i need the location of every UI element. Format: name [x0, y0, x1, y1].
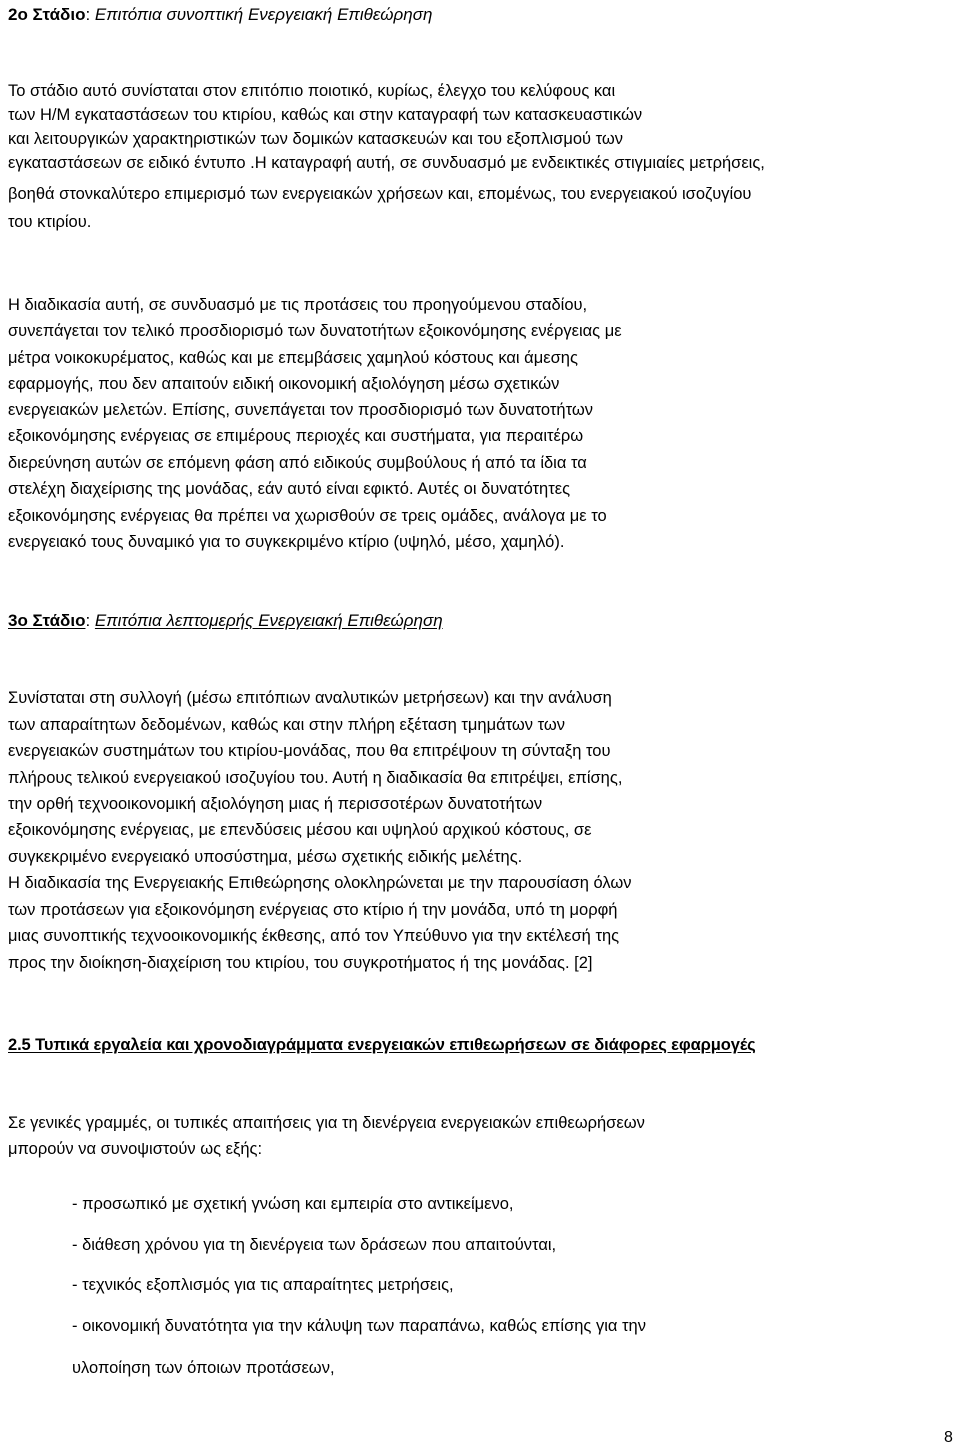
text-line: προς την διοίκηση-διαχείριση του κτιρίου, του συγκροτήματος ή της μονάδας. [2]: [8, 954, 593, 972]
text-line: βοηθά στονκαλύτερο επιμερισμό των ενεργειακών χρήσεων και, επομένως, του ενεργειακού ισοζυγίου: [8, 185, 752, 203]
text-line: ενεργειακών μελετών. Επίσης, συνεπάγεται τον προσδιορισμό των δυνατοτήτων: [8, 401, 593, 419]
section-heading: 2.5 Τυπικά εργαλεία και χρονοδιαγράμματα ενεργειακών επιθεωρήσεων σε διάφορες εφαρμογές: [8, 1036, 756, 1054]
text-line: των Η/Μ εγκαταστάσεων του κτιρίου, καθώς και στην καταγραφή των κατασκευαστικών: [8, 106, 643, 124]
text-line: εξοικονόμησης ενέργειας σε επιμέρους περιοχές και συστήματα, για περαιτέρω: [8, 427, 584, 445]
stage3-separator: :: [85, 611, 95, 630]
text-line: και λειτουργικών χαρακτηριστικών των δομικών κατασκευών και του εξοπλισμού των: [8, 130, 624, 148]
stage3-title: [8, 612, 443, 629]
text-line: εξοικονόμησης ενέργειας θα πρέπει να χωρισθούν σε τρεις ομάδες, ανάλογα με το: [8, 507, 607, 525]
text-line: ενεργειακών συστημάτων του κτιρίου-μονάδας, που θα επιτρέψουν τη σύνταξη του: [8, 742, 611, 760]
text-line: του κτιρίου.: [8, 213, 92, 231]
text-line: εγκαταστάσεων σε ειδικό έντυπο .Η καταγραφή αυτή, σε συνδυασμό με ενδεικτικές στιγμιαίες μετρήσεις,: [8, 154, 765, 172]
list-item: - τεχνικός εξοπλισμός για τις απαραίτητες μετρήσεις,: [72, 1276, 454, 1294]
list-item: - οικονομική δυνατότητα για την κάλυψη των παραπάνω, καθώς επίσης για την: [72, 1317, 646, 1335]
text-line: μιας συνοπτικής τεχνοοικονομικής έκθεσης, από τον Υπεύθυνο για την εκτέλεσή της: [8, 927, 620, 945]
stage2-separator: :: [85, 5, 95, 24]
text-line: στελέχη διαχείρισης της μονάδας, εάν αυτό είναι εφικτό. Αυτές οι δυνατότητες: [8, 480, 571, 498]
text-line: Η διαδικασία αυτή, σε συνδυασμό με τις προτάσεις του προηγούμενου σταδίου,: [8, 296, 588, 314]
text-line: ενεργειακό τους δυναμικό για το συγκεκριμένο κτίριο (υψηλό, μέσο, χαμηλό).: [8, 533, 565, 551]
text-line: εξοικονόμησης ενέργειας, με επενδύσεις μέσου και υψηλού αρχικού κόστους, σε: [8, 821, 592, 839]
text-line: των προτάσεων για εξοικονόμηση ενέργειας στο κτίριο ή την μονάδα, υπό τη μορφή: [8, 901, 618, 919]
text-line: διερεύνηση αυτών σε επόμενη φάση από ειδικούς συμβούλους ή από τα ίδια τα: [8, 454, 587, 472]
text-line: των απαραίτητων δεδομένων, καθώς και στην πλήρη εξέταση τμημάτων των: [8, 716, 566, 734]
text-line: την ορθή τεχνοοικονομική αξιολόγηση μιας ή περισσοτέρων δυνατοτήτων: [8, 795, 543, 813]
text-line: Η διαδικασία της Ενεργειακής Επιθεώρησης ολοκληρώνεται με την παρουσίαση όλων: [8, 874, 632, 892]
text-line: Σε γενικές γραμμές, οι τυπικές απαιτήσεις για τη διενέργεια ενεργειακών επιθεωρήσεων: [8, 1114, 645, 1132]
list-item: υλοποίηση των όποιων προτάσεων,: [72, 1359, 335, 1377]
text-line: Συνίσταται στη συλλογή (μέσω επιτόπιων αναλυτικών μετρήσεων) και την ανάλυση: [8, 689, 612, 707]
text-line: μέτρα νοικοκυρέματος, καθώς και με επεμβάσεις χαμηλού κόστους και άμεσης: [8, 349, 578, 367]
stage2-label: 2ο Στάδιο: [8, 5, 86, 24]
stage3-subtitle: Επιτόπια λεπτομερής Ενεργειακή Επιθεώρηση: [94, 611, 443, 630]
list-item: - προσωπικό με σχετική γνώση και εμπειρία στο αντικείμενο,: [72, 1195, 514, 1213]
text-line: μπορούν να συνοψιστούν ως εξής:: [8, 1140, 263, 1158]
stage2-title: [8, 6, 432, 23]
text-line: εφαρμογής, που δεν απαιτούν ειδική οικονομική αξιολόγηση μέσω σχετικών: [8, 375, 560, 393]
text-line: πλήρους τελικού ενεργειακού ισοζυγίου του. Αυτή η διαδικασία θα επιτρέψει, επίσης,: [8, 769, 623, 787]
list-item: - διάθεση χρόνου για τη διενέργεια των δράσεων που απαιτούνται,: [72, 1236, 557, 1254]
text-line: συνεπάγεται τον τελικό προσδιορισμό των δυνατοτήτων εξοικονόμησης ενέργειας με: [8, 322, 622, 340]
stage2-subtitle: Επιτόπια συνοπτική Ενεργειακή Επιθεώρηση: [94, 5, 433, 24]
text-line: συγκεκριμένο ενεργειακό υποσύστημα, μέσω σχετικής ειδικής μελέτης.: [8, 848, 523, 866]
page-number: 8: [944, 1429, 953, 1446]
stage3-label: 3ο Στάδιο: [8, 611, 86, 630]
text-line: Το στάδιο αυτό συνίσταται στον επιτόπιο ποιοτικό, κυρίως, έλεγχο του κελύφους και: [8, 82, 616, 100]
